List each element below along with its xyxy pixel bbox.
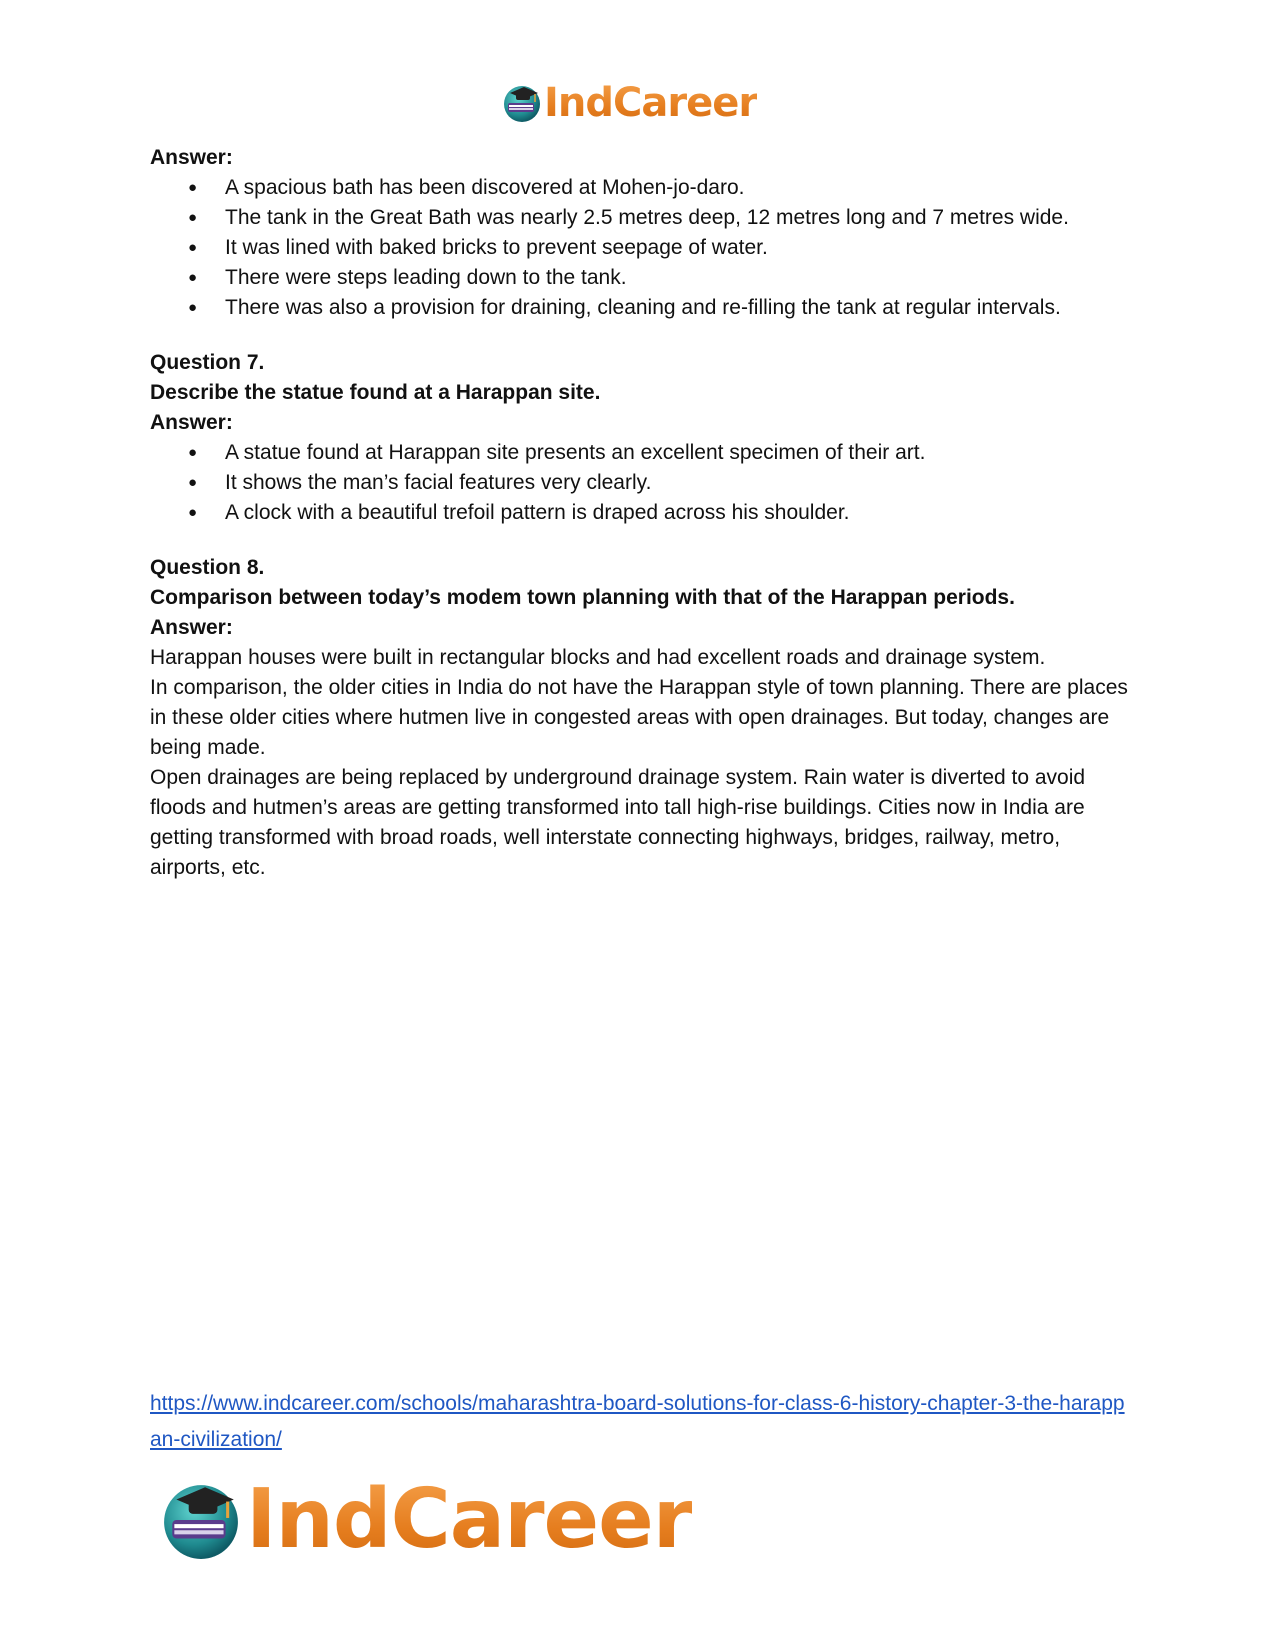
- q8-question-text: Comparison between today’s modem town planning with that of the Harappan periods.: [150, 586, 1015, 609]
- logo-globe-icon: [502, 83, 542, 123]
- q8-answer-label: Answer:: [150, 616, 233, 639]
- q6-bullet-list: [150, 173, 1130, 323]
- document-body: [150, 143, 1130, 883]
- q8-paragraph: Open drainages are being replaced by underground drainage system. Rain water is diverted to avoid floods and hutmen’s areas are getting transformed into tall high-rise buildings. Cities now in India are getting transformed with broad roads, well interstate connecting highways, bridges, railway, metro, airports, etc.: [150, 766, 1086, 879]
- list-item: ● There were steps leading down to the tank.: [150, 263, 1130, 293]
- q8-paragraph: Harappan houses were built in rectangular blocks and had excellent roads and drainage system.: [150, 646, 1046, 669]
- header-logo: [502, 80, 757, 126]
- list-item: ● A statue found at Harappan site presents an excellent specimen of their art.: [150, 438, 1130, 468]
- list-item: ● It was lined with baked bricks to prevent seepage of water.: [150, 233, 1130, 263]
- list-item: ● A clock with a beautiful trefoil pattern is draped across his shoulder.: [150, 498, 1130, 528]
- list-item: ● It shows the man’s facial features very clearly.: [150, 468, 1130, 498]
- list-item: ● The tank in the Great Bath was nearly 2.5 metres deep, 12 metres long and 7 metres wide.: [150, 203, 1130, 233]
- list-item: ● A spacious bath has been discovered at Mohen-jo-daro.: [150, 173, 1130, 203]
- header-logo-text: IndCareer: [544, 80, 758, 126]
- footer-logo-text: IndCareer: [246, 1472, 693, 1567]
- q7-bullet-list: [150, 438, 1130, 528]
- list-item: ● There was also a provision for draining, cleaning and re-filling the tank at regular intervals.: [150, 293, 1130, 323]
- q7-label: Question 7.: [150, 351, 265, 374]
- q7-question-text: Describe the statue found at a Harappan site.: [150, 381, 601, 404]
- source-link[interactable]: https://www.indcareer.com/schools/maharashtra-board-solutions-for-class-6-history-chapter-3-the-harappan-civilization/: [150, 1392, 1125, 1451]
- footer-logo: [160, 1474, 692, 1566]
- q8-label: Question 8.: [150, 556, 265, 579]
- q6-answer-label: Answer:: [150, 146, 233, 169]
- q7-answer-label: Answer:: [150, 411, 233, 434]
- q8-paragraph: In comparison, the older cities in India do not have the Harappan style of town planning. There are places in these older cities where hutmen live in congested areas with open drainages. But today, changes are being made.: [150, 676, 1128, 759]
- logo-globe-icon: [160, 1479, 242, 1561]
